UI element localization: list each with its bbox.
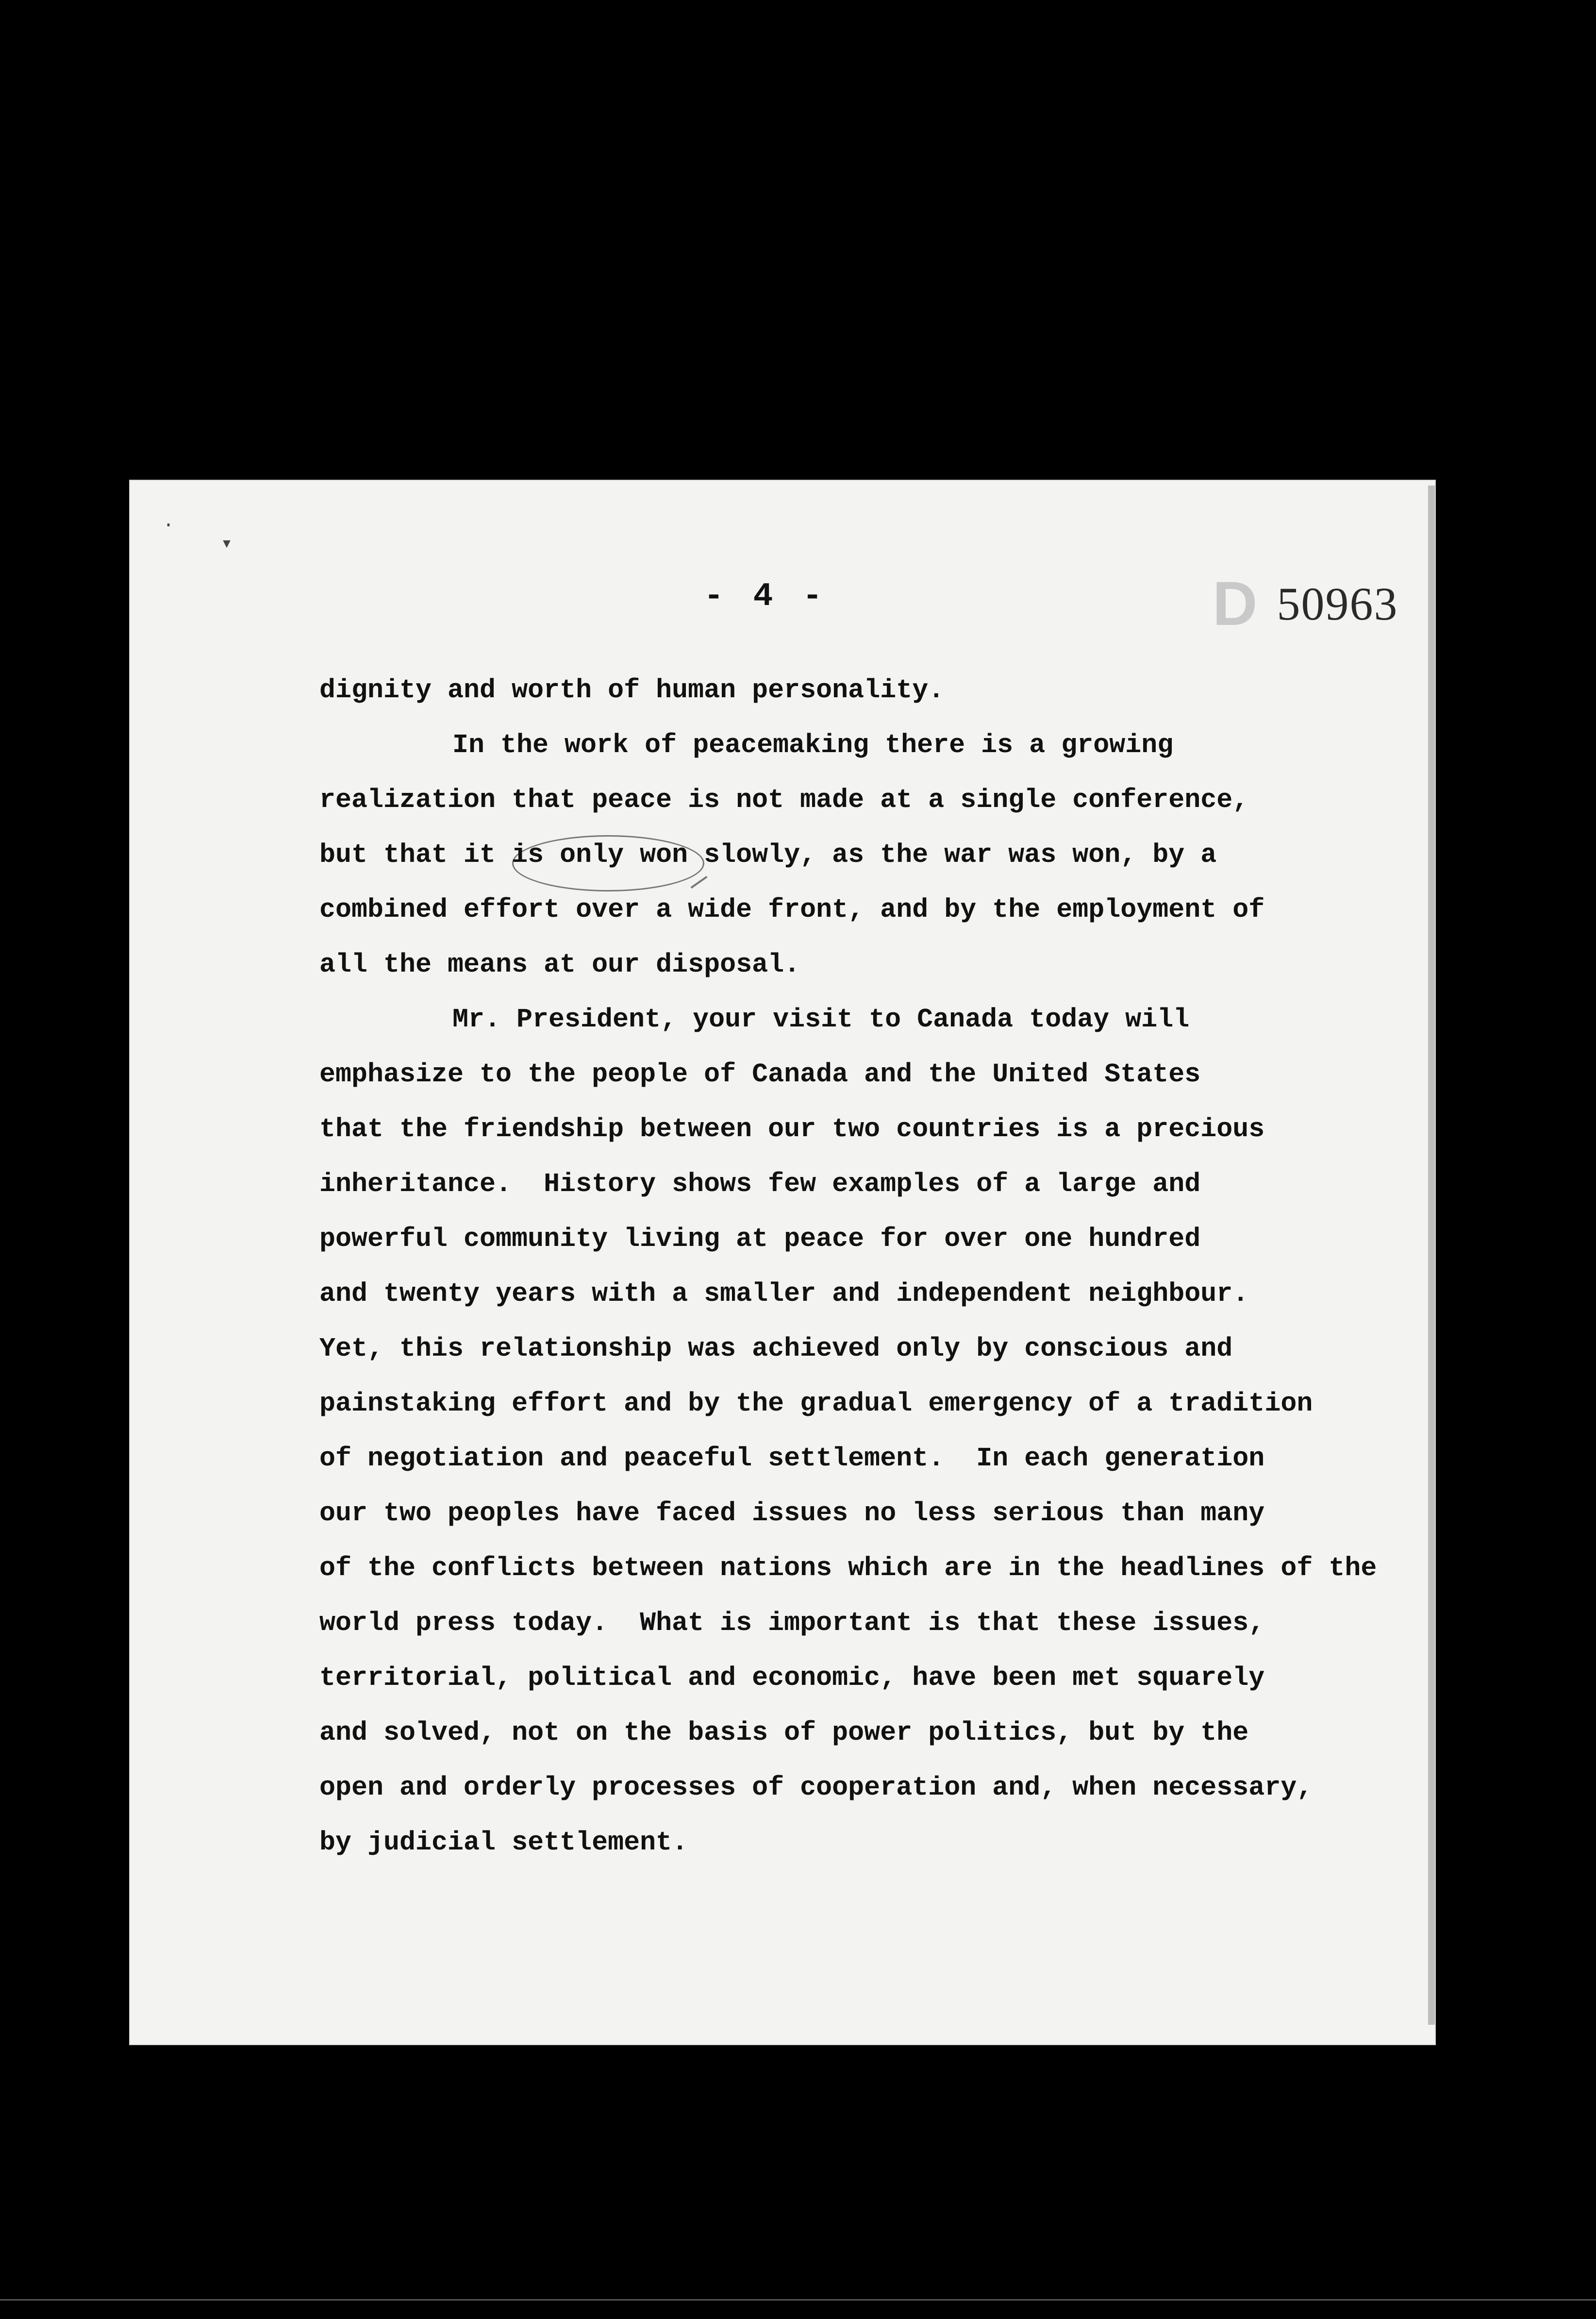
- document-page: [130, 481, 1435, 2044]
- text-line: dignity and worth of human personality.: [319, 675, 945, 706]
- text-line: In the work of peacemaking there is a growing: [452, 730, 1174, 760]
- text-line: open and orderly processes of cooperation and, when necessary,: [319, 1772, 1313, 1803]
- text-line: but that it is only won slowly, as the war was won, by a: [319, 840, 1217, 870]
- text-line: our two peoples have faced issues no less serious than many: [319, 1498, 1265, 1529]
- scan-speck: ▾: [221, 534, 233, 555]
- text-line: of the conflicts between nations which are in the headlines of the: [319, 1553, 1377, 1583]
- scan-border-line: [0, 2299, 1596, 2301]
- text-line: all the means at our disposal.: [319, 949, 800, 980]
- text-line: realization that peace is not made at a single conference,: [319, 785, 1249, 815]
- scan-speck: ·: [163, 515, 175, 537]
- text-line: painstaking effort and by the gradual emergency of a tradition: [319, 1388, 1313, 1419]
- text-line: Mr. President, your visit to Canada today will: [452, 1004, 1190, 1035]
- text-line: emphasize to the people of Canada and the United States: [319, 1059, 1201, 1090]
- text-line: powerful community living at peace for over one hundred: [319, 1224, 1201, 1254]
- text-line: by judicial settlement.: [319, 1827, 688, 1858]
- text-line: world press today. What is important is that these issues,: [319, 1608, 1265, 1638]
- text-line: and twenty years with a smaller and independent neighbour.: [319, 1278, 1249, 1309]
- document-id-number: 50963: [1277, 578, 1398, 630]
- text-line: and solved, not on the basis of power politics, but by the: [319, 1717, 1249, 1748]
- text-line: inheritance. History shows few examples of a large and: [319, 1169, 1201, 1199]
- document-id-letter: D: [1213, 569, 1258, 639]
- page-edge-shadow: [1428, 486, 1435, 2025]
- document-id: [1213, 568, 1398, 639]
- text-line: territorial, political and economic, have been met squarely: [319, 1663, 1265, 1693]
- text-line: that the friendship between our two countries is a precious: [319, 1114, 1265, 1144]
- text-line: of negotiation and peaceful settlement. In each generation: [319, 1443, 1265, 1474]
- text-line: combined effort over a wide front, and by the employment of: [319, 894, 1265, 925]
- page-number: - 4 -: [704, 578, 828, 615]
- text-line: Yet, this relationship was achieved only by conscious and: [319, 1333, 1233, 1364]
